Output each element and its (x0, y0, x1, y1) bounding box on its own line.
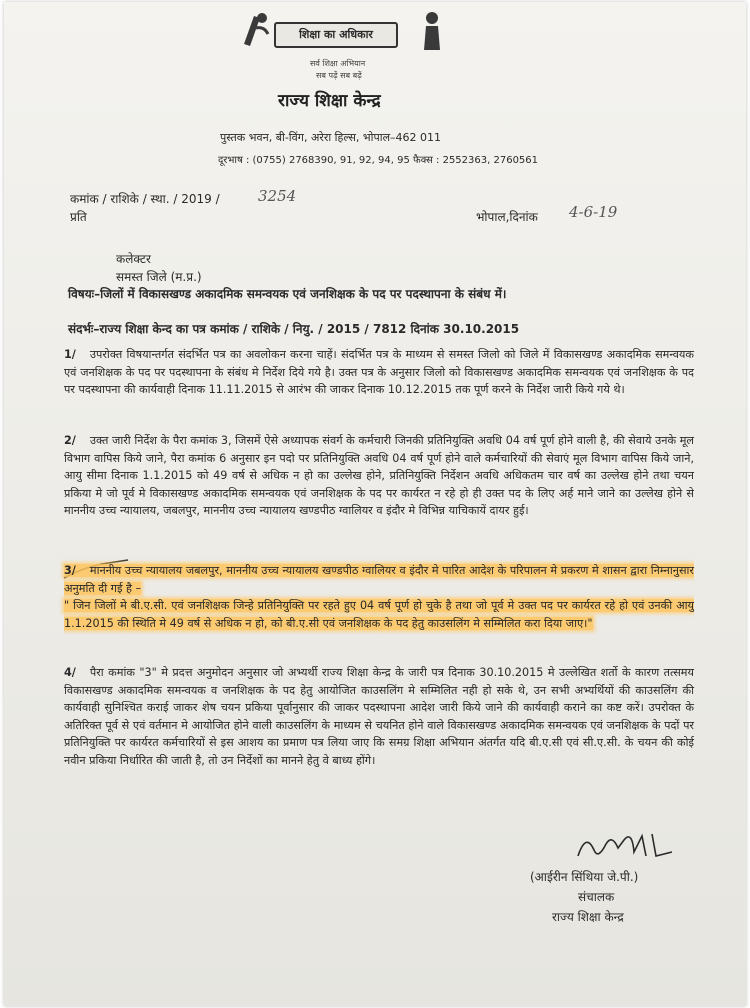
recipient-line-2: समस्त जिले (म.प्र.) (116, 270, 202, 284)
tagline-motto: सब पढ़ें सब बढ़ें (316, 71, 362, 80)
paragraph-1 (64, 346, 694, 399)
reference-label: कमांक / राशिके / स्था. / 2019 / (70, 192, 220, 206)
paragraph-number: 4/ (64, 666, 76, 679)
highlighted-text (64, 564, 694, 595)
paragraph-number: 1/ (64, 348, 76, 361)
paragraph-number: 3/ (64, 564, 76, 577)
paragraph-text: उपरोक्त विषयान्तर्गत संदर्भित पत्र का अवलोकन करना चाहें। संदर्भित पत्र के माध्यम से समस्त जिलो को जिले में विकासखण्ड अकादमिक समन्वयक एवं जनशिक्षक के पद पर पदस्थापना के संबंध मे निर्देश दिये गये है। उक्त पत्र के अनुसार जिलो को विकासखण्ड अकादमिक समन्वयक एवं जनशिक्षक के पद पर पदस्थापना की कार्यवाही दिनाक 11.11.2015 से आरंभ की जाकर दिनाक 10.12.2015 तक पूर्ण करने के निर्देश जारी किये गये थे। (64, 348, 694, 396)
recipient-line-1: कलेक्टर (116, 252, 151, 266)
org-phone: दूरभाष : (0755) 2768390, 91, 92, 94, 95 फैक्स : 2552363, 2760561 (218, 155, 539, 166)
reference-number: 3254 (258, 187, 297, 205)
subject-line: विषयः–जिलों में विकासखण्ड अकादमिक समन्वयक एवं जनशिक्षक के पद पर पदस्थापना के संबंध में। (68, 287, 507, 301)
org-name: राज्य शिक्षा केन्द्र (278, 91, 381, 111)
paragraph-2 (64, 432, 694, 520)
highlighted-quote: " जिन जिलों मे बी.ए.सी. एवं जनशिक्षक जिन्हे प्रतिनियुक्ति पर रहते हुए 04 वर्ष पूर्ण हो चुके है तथा जो पूर्व मे उक्त पद पर कार्यरत रहे हो एवं उनकी आयु 1.1.2015 की स्थिति मे 49 वर्ष से अधिक न हो, को बी.ए.सी एवं जनशिक्षक के पद हेतु काउसलिंग मे सम्मिलित करा दिया जाए।" (64, 599, 694, 630)
reference-line: संदर्भः–राज्य शिक्षा केन्द का पत्र कमांक / राशिके / नियु. / 2015 / 7812 दिनांक 30.10.2015 (68, 322, 520, 336)
pencil-figure-icon (240, 10, 272, 50)
signatory-office: राज्य शिक्षा केन्द्र (552, 910, 624, 924)
signatory-name: (आईरीन सिंथिया जे.पी.) (530, 870, 639, 884)
paragraph-4 (64, 664, 694, 769)
letter-date: 4-6-19 (569, 203, 618, 221)
org-address: पुस्तक भवन, बी-विंग, अरेरा हिल्स, भोपाल–462 011 (220, 131, 442, 144)
prati-label: प्रति (70, 210, 87, 224)
letter-page (4, 2, 746, 1006)
paragraph-number: 2/ (64, 434, 76, 447)
place-date-label: भोपाल,दिनांक (476, 210, 538, 224)
rte-logo (240, 8, 450, 56)
signatory-designation: संचालक (578, 890, 615, 904)
child-figure-icon (416, 10, 448, 50)
handwritten-signature (572, 826, 682, 866)
paragraph-3 (64, 562, 694, 632)
paragraph-text: पैरा कमांक "3" मे प्रदत्त अनुमोदन अनुसार जो अभ्यर्थी राज्य शिक्षा केन्द्र के जारी पत्र दिनाक 30.10.2015 मे उल्लेखित शर्तो के कारण तत्समय विकासखण्ड अकादमिक समन्वयक व जनशिक्षक के पद हेतु आयोजित काउसलिंग मे सम्मिलित नही हो सके थे, उन सभी अभ्यर्थियों की काउसलिंग की कार्यवाही सुनिश्चित कराई जाकर शेष चयन प्रकिया पूर्वानुसार की जाकर पदस्थापना आदेश जारी किये जाने की कार्यवाही कराने का कष्ट करें। उपरोक्त के अतिरिक्त पूर्व से एवं वर्तमान मे आयोजित होने वाली काउसलिंग के माध्यम से चयनित होने वाले विकासखण्ड अकादमिक समन्वयक एवं जनशिक्षक के पदों पर प्रतिनियुक्ति पर कार्यरत कर्मचारियों से इस आशय का प्रमाण पत्र लिया जाए कि समग्र शिक्षा अभियान अंतर्गत यदि बी.ए.सी एवं सी.ए.सी. के चयन की कोई नवीन प्रकिया निर्धारित की जाती है, तो उन निर्देशों का मानने हेतु वे बाध्य होंगे। (64, 666, 694, 767)
logo-banner-text: शिक्षा का अधिकार (274, 22, 398, 48)
paragraph-text: उक्त जारी निर्देश के पैरा कमांक 3, जिसमें ऐसे अध्यापक संवर्ग के कर्मचारी जिनकी प्रतिनियुक्ति अवधि 04 वर्ष पूर्ण होने वाली है, की सेवाये उनके मूल विभाग वापिस किये जाने, पैरा कमांक 6 अनुसार इन पदो पर प्रतिनियुक्ति अवधि 04 वर्ष पूर्ण होने वाले कर्मचारियों की सेवाएं मूल विभाग वापिस किये जाने, आयु सीमा दिनाक 1.1.2015 को 49 वर्ष से अधिक न हो का उल्लेख होने, प्रतिनियुक्ति निर्देशन अवधि अधिकतम चार वर्ष का उल्लेख होने तथा चयन प्रकिया मे जो पूर्व मे विकासखण्ड अकादमिक समन्वयक एवं जनशिक्षक के पद पर कार्यरत न रहे हो ही उक्त पद के लिए अर्ह माने जाने का उल्लेख होने से माननीय उच्च न्यायालय, जबलपुर, माननीय उच्च न्यायालय खण्डपीठ ग्वालियर व इंदौर मे विभिन्न याचिकायें दायर हुई। (64, 434, 694, 517)
paragraph-text: माननीय उच्च न्यायालय जबलपुर, माननीय उच्च न्यायालय खण्डपीठ ग्वालियर व इंदौर मे पारित आदेश के परिपालन मे प्रकरण मे शासन द्वारा निम्नानुसार अनुमति दी गई है – (64, 564, 694, 595)
tagline-ssa: सर्व शिक्षा अभियान (310, 59, 366, 68)
